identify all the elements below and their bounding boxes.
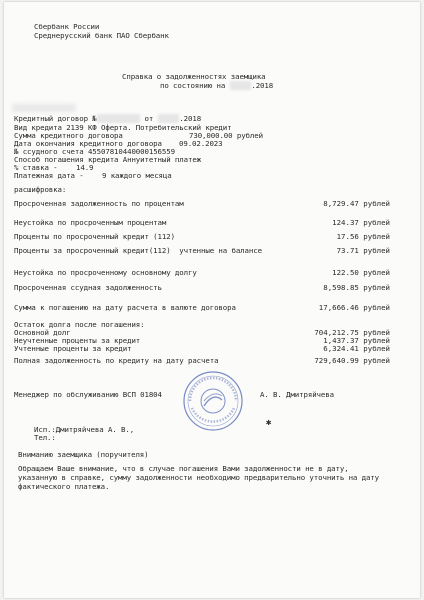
credit-sum-label: Сумма кредитного договора <box>14 131 123 140</box>
redacted-contract-number <box>97 114 141 123</box>
bank-branch: Среднерусский банк ПАО Сбербанк <box>34 31 169 40</box>
rate-label: % ставка - <box>14 163 58 172</box>
row-label: Сумма к погашению на дату расчета в валюте договора <box>14 303 236 312</box>
payday-value: 9 каждого месяца <box>102 171 172 180</box>
rate-value: 14.9 <box>76 163 94 172</box>
row-label: Просроченная ссудная задолженность <box>14 283 162 292</box>
bank-name: Сбербанк России <box>34 22 100 31</box>
redacted-contract-date <box>158 114 180 123</box>
account-line: № ссудного счета 45507810440000156559 <box>14 147 175 156</box>
row-label: Просроченная задолженность по процентам <box>14 199 184 208</box>
remainder-amount: 6,324.41 рублей <box>323 344 390 353</box>
document-page <box>4 2 420 598</box>
remainder-amount: 1,437.37 рублей <box>323 336 390 345</box>
remainder-label: Учтенные проценты за кредит <box>14 344 132 353</box>
remainder-title: Остаток долга после погашения: <box>14 320 145 329</box>
total-amount: 729,640.99 рублей <box>314 356 390 365</box>
row-label: Проценты по просроченный кредит (112) <box>14 232 175 241</box>
notice-line: Обращаем Ваше внимание, что в случае погашения Вами задолженности не в дату, <box>18 464 349 473</box>
notice-title: Вниманию заемщика (поручителя) <box>18 450 149 459</box>
row-label: Неустойка по просроченным процентам <box>14 218 167 227</box>
breakdown-title: расшифровка: <box>14 185 67 194</box>
remainder-amount: 704,212.75 рублей <box>314 328 390 337</box>
notice-line: фактического платежа. <box>18 482 110 491</box>
remainder-label: Основной долг <box>14 328 71 337</box>
credit-kind: Вид кредита 2139 КФ Оферта. Потребительский кредит <box>14 123 232 132</box>
repayment-method: Способ погашения кредита Аннуитетный платеж <box>14 155 202 164</box>
remainder-label: Неучтенные проценты за кредит <box>14 336 141 345</box>
row-amount: 124.37 рублей <box>332 218 390 227</box>
document-date-line: по состоянию на .2018 <box>160 81 274 90</box>
contract-line: Кредитный договор № от .2018 <box>14 114 202 123</box>
notice-line: указанную в справке, сумму задолженности необходимо предварительно уточнить на дату <box>18 473 380 482</box>
redacted-area <box>12 104 76 112</box>
credit-sum-value: 730,000.00 рублей <box>189 131 263 140</box>
row-label: Неустойка по просроченному основному долгу <box>14 268 197 277</box>
executor-name: Исп.:Дмитряйчева А. В., <box>34 425 135 434</box>
row-amount: 17.56 рублей <box>336 232 390 241</box>
row-amount: 73.71 рублей <box>336 246 390 255</box>
row-amount: 122.50 рублей <box>332 268 390 277</box>
document-title: Справка о задолженностях заемщика <box>122 72 266 81</box>
manager-name: А. В. Дмитряйчева <box>260 390 334 399</box>
row-amount: 8,729.47 рублей <box>323 199 390 208</box>
end-date-label: Дата окончания кредитного договора <box>14 139 162 148</box>
executor-phone: Тел.: <box>34 433 56 442</box>
redacted-date <box>230 81 252 90</box>
asterisk-mark-icon: ✱ <box>266 418 272 428</box>
end-date-value: 09.02.2023 <box>179 139 223 148</box>
row-amount: 8,598.85 рублей <box>323 283 390 292</box>
payday-label: Платежная дата - <box>14 171 84 180</box>
total-label: Полная задолженность по кредиту на дату расчета <box>14 356 219 365</box>
manager-label: Менеджер по обслуживанию ВСП 01804 <box>14 390 162 399</box>
row-amount: 17,666.46 рублей <box>318 303 390 312</box>
bank-stamp-icon <box>182 370 244 432</box>
row-label: Проценты за просроченный кредит(112) учтенные на балансе <box>14 246 262 255</box>
